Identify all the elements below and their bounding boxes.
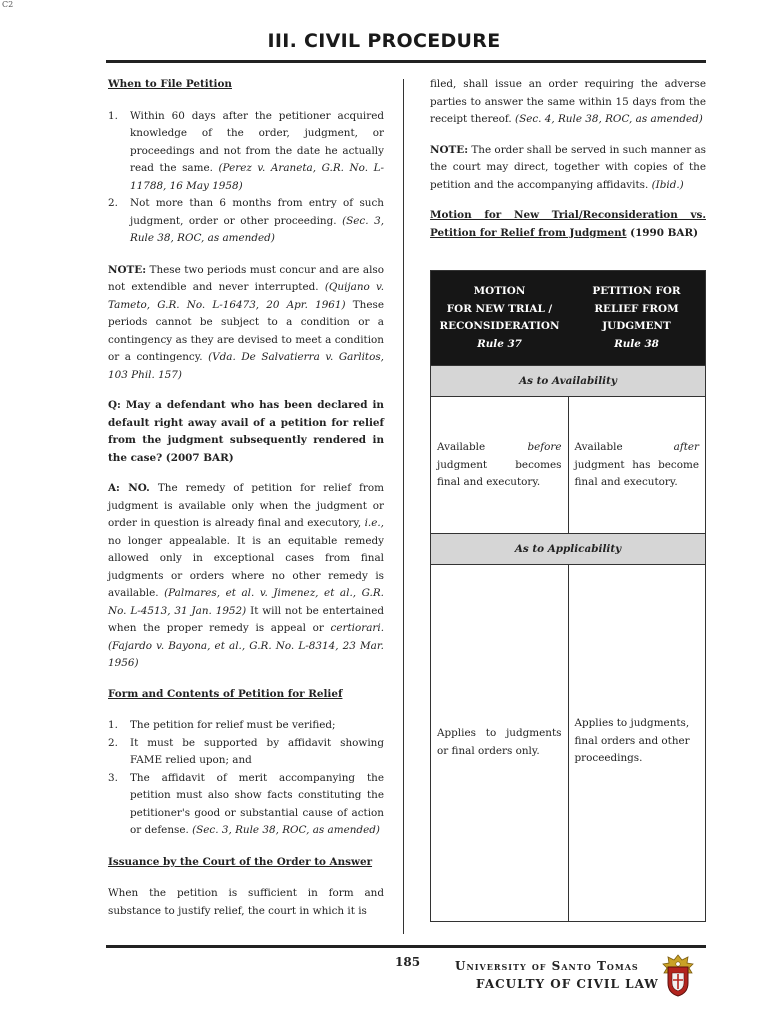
cell-text: Available <box>574 441 674 453</box>
list-text: The affidavit of merit accompanying the petition must also show facts constituting the petitioner's good or substantial cause of action or defense. <box>130 771 384 836</box>
header-petition <box>568 271 705 365</box>
page-title: III. CIVIL PROCEDURE <box>267 30 501 52</box>
comparison-heading-title: Motion for New Trial/Reconsideration vs. Petition for Relief from Judgment <box>430 209 706 239</box>
cell-emphasis: before <box>527 441 562 453</box>
answer-label: A: NO. <box>108 482 150 494</box>
left-column <box>108 76 384 933</box>
ust-seal-icon <box>660 953 696 997</box>
filing-periods-list <box>108 108 384 248</box>
comparison-table <box>430 270 706 922</box>
list-text: It must be supported by affidavit showing FAME relied upon; and <box>130 736 384 766</box>
citation: (Quijano v. Tameto, G.R. No. L-16473, 20 Apr. 1961) <box>108 281 384 311</box>
heading-form-contents: Form and Contents of Petition for Relief <box>108 687 343 700</box>
corner-mark: C2 <box>2 0 14 9</box>
list-number: 2. <box>108 197 118 209</box>
column-divider <box>403 79 404 934</box>
list-number: 3. <box>108 771 118 784</box>
petition-requirements-list <box>108 717 384 840</box>
header-line: PETITION FOR <box>592 285 681 297</box>
note-label: NOTE: <box>108 263 147 276</box>
list-number: 1. <box>108 109 118 122</box>
availability-motion <box>431 397 568 533</box>
table-row <box>431 397 705 533</box>
list-item <box>108 717 384 735</box>
header-motion <box>431 271 568 365</box>
table-row <box>431 565 705 921</box>
list-text: Within 60 days after the petitioner acquired knowledge of the order, judgment, or proceedings and not from the date he actually read the same. <box>130 109 384 174</box>
section-availability: As to Availability <box>431 365 705 397</box>
continued-paragraph <box>430 76 706 129</box>
answer-paragraph <box>108 480 384 673</box>
header-rule: Rule 37 <box>477 337 522 350</box>
header-line: JUDGMENT <box>602 320 671 332</box>
applicability-motion: Applies to judgments or final orders only. <box>437 727 562 757</box>
note-paragraph <box>108 262 384 385</box>
answer-text: It will not be entertained when the proper remedy is appeal or <box>108 604 384 634</box>
university-name: University of Santo Tomas <box>455 959 639 973</box>
comparison-heading <box>430 207 706 242</box>
cell-text: judgment has become final and executory. <box>574 458 699 488</box>
note-label: NOTE: <box>430 143 469 156</box>
note-text: The order shall be served in such manner as the court may direct, together with copies of the petition and the accompanying affidavits. <box>430 143 706 191</box>
header-rule: Rule 38 <box>614 337 659 350</box>
list-text: The petition for relief must be verified; <box>130 719 336 731</box>
availability-petition <box>568 397 706 533</box>
list-item <box>108 735 384 770</box>
citation: (Palmares, et al. v. Jimenez, et al., G.R. No. L-4513, 31 Jan. 1952) <box>108 587 384 617</box>
citation: (Vda. De Salvatierra v. Garlitos, 103 Phil. 157) <box>108 351 384 381</box>
citation: (Sec. 4, Rule 38, ROC, as amended) <box>515 113 703 125</box>
top-rule <box>106 60 706 63</box>
header-line: RELIEF FROM <box>594 302 679 315</box>
citation: (Ibid.) <box>651 178 684 191</box>
answer-ie: i.e., <box>364 517 384 529</box>
page-number: 185 <box>395 955 421 969</box>
note-text: These periods cannot be subject to a condition or a contingency as they are devised to meet a condition or a contingency. <box>108 298 385 363</box>
list-text: Not more than 6 months from entry of such judgment, order or other proceeding. <box>130 197 384 227</box>
header-line: MOTION <box>473 285 526 297</box>
cell-emphasis: after <box>673 441 699 453</box>
header-line: RECONSIDERATION <box>439 320 560 332</box>
table-header <box>431 271 705 365</box>
header-line: FOR NEW TRIAL / <box>446 302 553 315</box>
note-paragraph <box>430 142 706 195</box>
heading-order-to-answer: Issuance by the Court of the Order to Answer <box>108 855 373 868</box>
faculty-name: FACULTY OF CIVIL LAW <box>476 977 659 991</box>
citation: (Sec. 3, Rule 38, ROC, as amended) <box>130 214 384 244</box>
heading-when-to-file: When to File Petition <box>108 78 232 90</box>
answer-text: no longer appealable. It is an equitable remedy allowed only in exceptional cases from final judgments or orders where no other remedy is available. <box>108 534 384 599</box>
citation: (Sec. 3, Rule 38, ROC, as amended) <box>192 824 380 836</box>
list-number: 1. <box>108 719 118 731</box>
note-text: These two periods must concur and are also not extendible and never interrupted. <box>108 263 384 293</box>
list-number: 2. <box>108 736 118 749</box>
answer-text: The remedy of petition for relief from judgment is available only when the judgment or order in question is already final and executory, <box>108 482 384 529</box>
bottom-rule <box>106 945 706 948</box>
comparison-heading-bar: (1990 BAR) <box>626 226 698 239</box>
paragraph-text: filed, shall issue an order requiring the adverse parties to answer the same within 15 days from the receipt thereof. <box>430 78 706 125</box>
cell-text: Available <box>437 441 528 453</box>
citation: (Fajardo v. Bayona, et al., G.R. No. L-8314, 23 Mar. 1956) <box>108 639 384 669</box>
answer-term: certiorari. <box>330 622 384 634</box>
list-item <box>108 108 384 196</box>
question: Q: May a defendant who has been declared in default right away avail of a petition for relief from the judgment subsequently rendered in the case? (2007 BAR) <box>108 399 384 464</box>
section-applicability: As to Applicability <box>431 533 705 565</box>
right-column <box>430 76 706 242</box>
list-item <box>108 195 384 248</box>
cell-text: judgment becomes final and executory. <box>437 458 562 488</box>
citation: (Perez v. Araneta, G.R. No. L-11788, 16 May 1958) <box>130 162 384 192</box>
order-paragraph: When the petition is sufficient in form and substance to justify relief, the court in which it is <box>108 887 384 917</box>
applicability-petition: Applies to judgments, final orders and other proceedings. <box>568 565 706 921</box>
list-item <box>108 770 384 840</box>
